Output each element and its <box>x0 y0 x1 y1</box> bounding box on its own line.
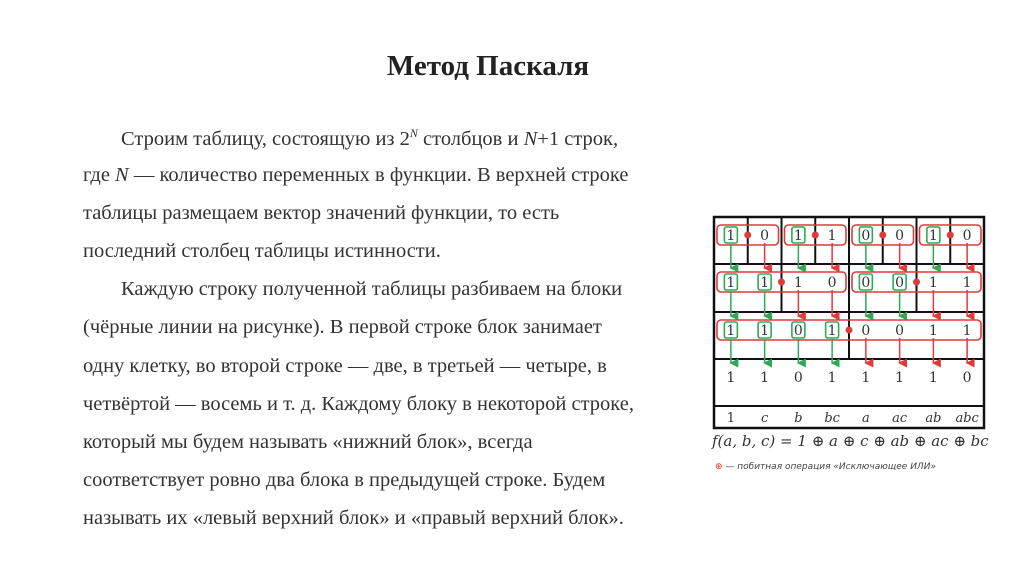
xor-note: ⊕ — побитная операция «Исключающее ИЛИ» <box>715 462 936 472</box>
paragraph-line: одну клетку, во второй строке — две, в третьей — четыре, в <box>83 355 607 377</box>
paragraph-line: называть их «левый верхний блок» и «правый верхний блок». <box>83 507 624 529</box>
cell-value: 0 <box>895 228 905 244</box>
cell-value: 0 <box>895 275 905 291</box>
xor-icon <box>778 279 785 286</box>
cell-value: 1 <box>726 228 736 244</box>
xor-icon <box>879 232 886 239</box>
cell-value: 1 <box>827 323 837 339</box>
monomial-label: c <box>760 411 769 426</box>
cell-value: 0 <box>962 228 972 244</box>
xor-icon <box>744 232 751 239</box>
monomial-label: 1 <box>726 411 736 426</box>
cell-value: 0 <box>861 275 871 291</box>
cell-value: 1 <box>962 323 972 339</box>
cell-value: 1 <box>827 370 837 386</box>
cell-value: 1 <box>928 323 938 339</box>
monomial-label: a <box>861 411 870 426</box>
formula: f(a, b, c) = 1 ⊕ a ⊕ c ⊕ ab ⊕ ac ⊕ bc <box>712 432 989 450</box>
cell-value: 0 <box>861 323 871 339</box>
cell-value: 1 <box>760 323 770 339</box>
monomial-label: bc <box>824 411 840 426</box>
cell-value: 1 <box>760 275 770 291</box>
cell-value: 1 <box>895 370 905 386</box>
cell-value: 1 <box>793 228 803 244</box>
cell-value: 1 <box>726 275 736 291</box>
pascal-method-diagram <box>700 210 1000 435</box>
cell-value: 0 <box>793 323 803 339</box>
cell-value: 0 <box>793 370 803 386</box>
xor-icon <box>812 232 819 239</box>
cell-value: 1 <box>793 275 803 291</box>
cell-value: 1 <box>928 370 938 386</box>
cell-value: 1 <box>962 275 972 291</box>
monomial-label: ac <box>892 411 908 426</box>
cell-value: 1 <box>928 275 938 291</box>
paragraph-line: который мы будем называть «нижний блок», всегда <box>83 431 533 453</box>
cell-value: 1 <box>760 370 770 386</box>
paragraph-line: таблицы размещаем вектор значений функции, то есть <box>83 202 560 224</box>
cell-value: 0 <box>827 275 837 291</box>
paragraph-line: (чёрные линии на рисунке). В первой строке блок занимает <box>83 316 602 338</box>
xor-icon <box>913 279 920 286</box>
cell-value: 1 <box>928 228 938 244</box>
paragraph-line: соответствует ровно два блока в предыдущей строке. Будем <box>83 469 606 491</box>
cell-value: 1 <box>827 228 837 244</box>
monomial-label: ab <box>925 411 942 426</box>
paragraph-line: Каждую строку полученной таблицы разбиваем на блоки <box>121 278 623 300</box>
monomial-label: abc <box>955 411 979 426</box>
cell-value: 0 <box>861 228 871 244</box>
cell-value: 1 <box>861 370 871 386</box>
cell-value: 0 <box>760 228 770 244</box>
monomial-label: b <box>794 411 803 426</box>
cell-value: 0 <box>962 370 972 386</box>
cell-value: 1 <box>726 370 736 386</box>
cell-value: 0 <box>895 323 905 339</box>
xor-icon <box>846 327 853 334</box>
page-title: Метод Паскаля <box>386 50 590 82</box>
cell-value: 1 <box>726 323 736 339</box>
xor-icon <box>947 232 954 239</box>
xor-icon: ⊕ <box>715 462 723 472</box>
paragraph-line: последний столбец таблицы истинности. <box>83 240 441 262</box>
paragraph-line: четвёртой — восемь и т. д. Каждому блоку в некоторой строке, <box>83 393 634 415</box>
paragraph-line: где N — количество переменных в функции. В верхней строке <box>83 164 629 186</box>
paragraph-line: Строим таблицу, состоящую из $2^N$ столбцов и N+1 строк, <box>121 126 619 150</box>
